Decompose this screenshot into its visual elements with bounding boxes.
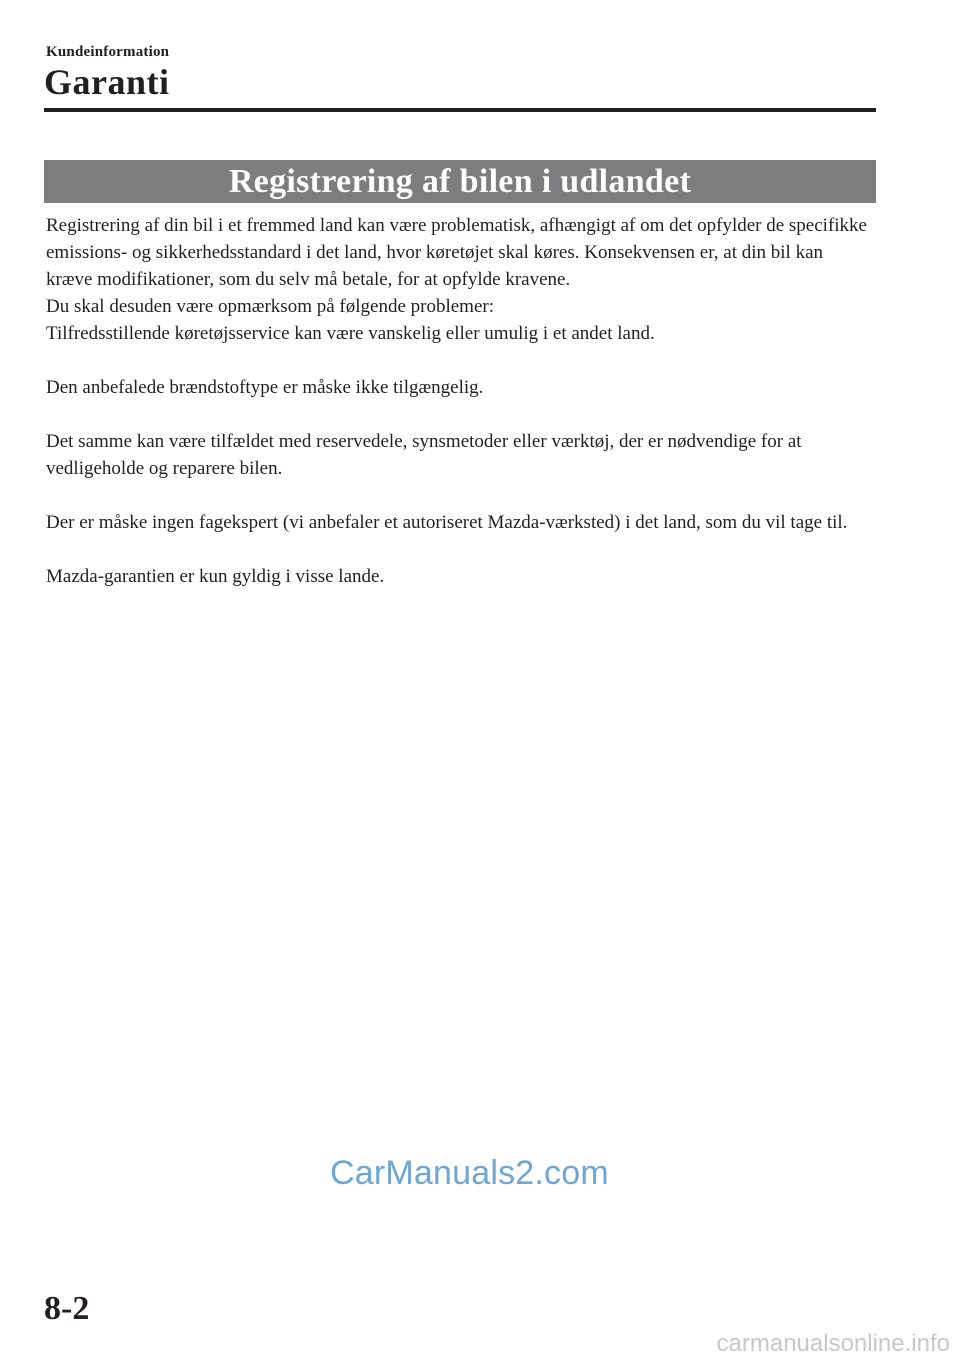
page-title: Garanti <box>44 62 170 102</box>
paragraph-warranty: Mazda-garantien er kun gyldig i visse lande. <box>46 566 385 587</box>
footer-site-link[interactable]: carmanualsonline.info <box>716 1330 950 1357</box>
section-heading: Registrering af bilen i udlandet <box>44 160 876 203</box>
paragraph-problems-lead: Du skal desuden være opmærksom på følgende problemer: <box>46 296 494 317</box>
paragraph-intro: Registrering af din bil i et fremmed land kan være problematisk, afhængigt af om det opfylder de specifikke emissions- og sikkerhedsstandard i det land, hvor køretøjet skal køres. Konsekvensen er, at din bil kan kræve modifikationer, som du selv må betale, for at opfylde kravene. <box>46 215 867 290</box>
header-category: Kundeinformation <box>46 44 170 60</box>
paragraph-workshop: Der er måske ingen fagekspert (vi anbefaler et autoriseret Mazda-værksted) i det land, som du vil tage til. <box>46 512 848 533</box>
paragraph-fuel: Den anbefalede brændstoftype er måske ikke tilgængelig. <box>46 377 484 398</box>
paragraph-parts: Det samme kan være tilfældet med reservedele, synsmetoder eller værktøj, der er nødvendige for at vedligeholde og reparere bilen. <box>46 431 802 479</box>
watermark-logo: CarManuals2.com <box>330 1154 609 1192</box>
header-divider <box>44 108 876 112</box>
page-number: 8-2 <box>44 1290 90 1327</box>
body-text <box>46 212 872 590</box>
paragraph-service: Tilfredsstillende køretøjsservice kan være vanskelig eller umulig i et andet land. <box>46 323 655 344</box>
